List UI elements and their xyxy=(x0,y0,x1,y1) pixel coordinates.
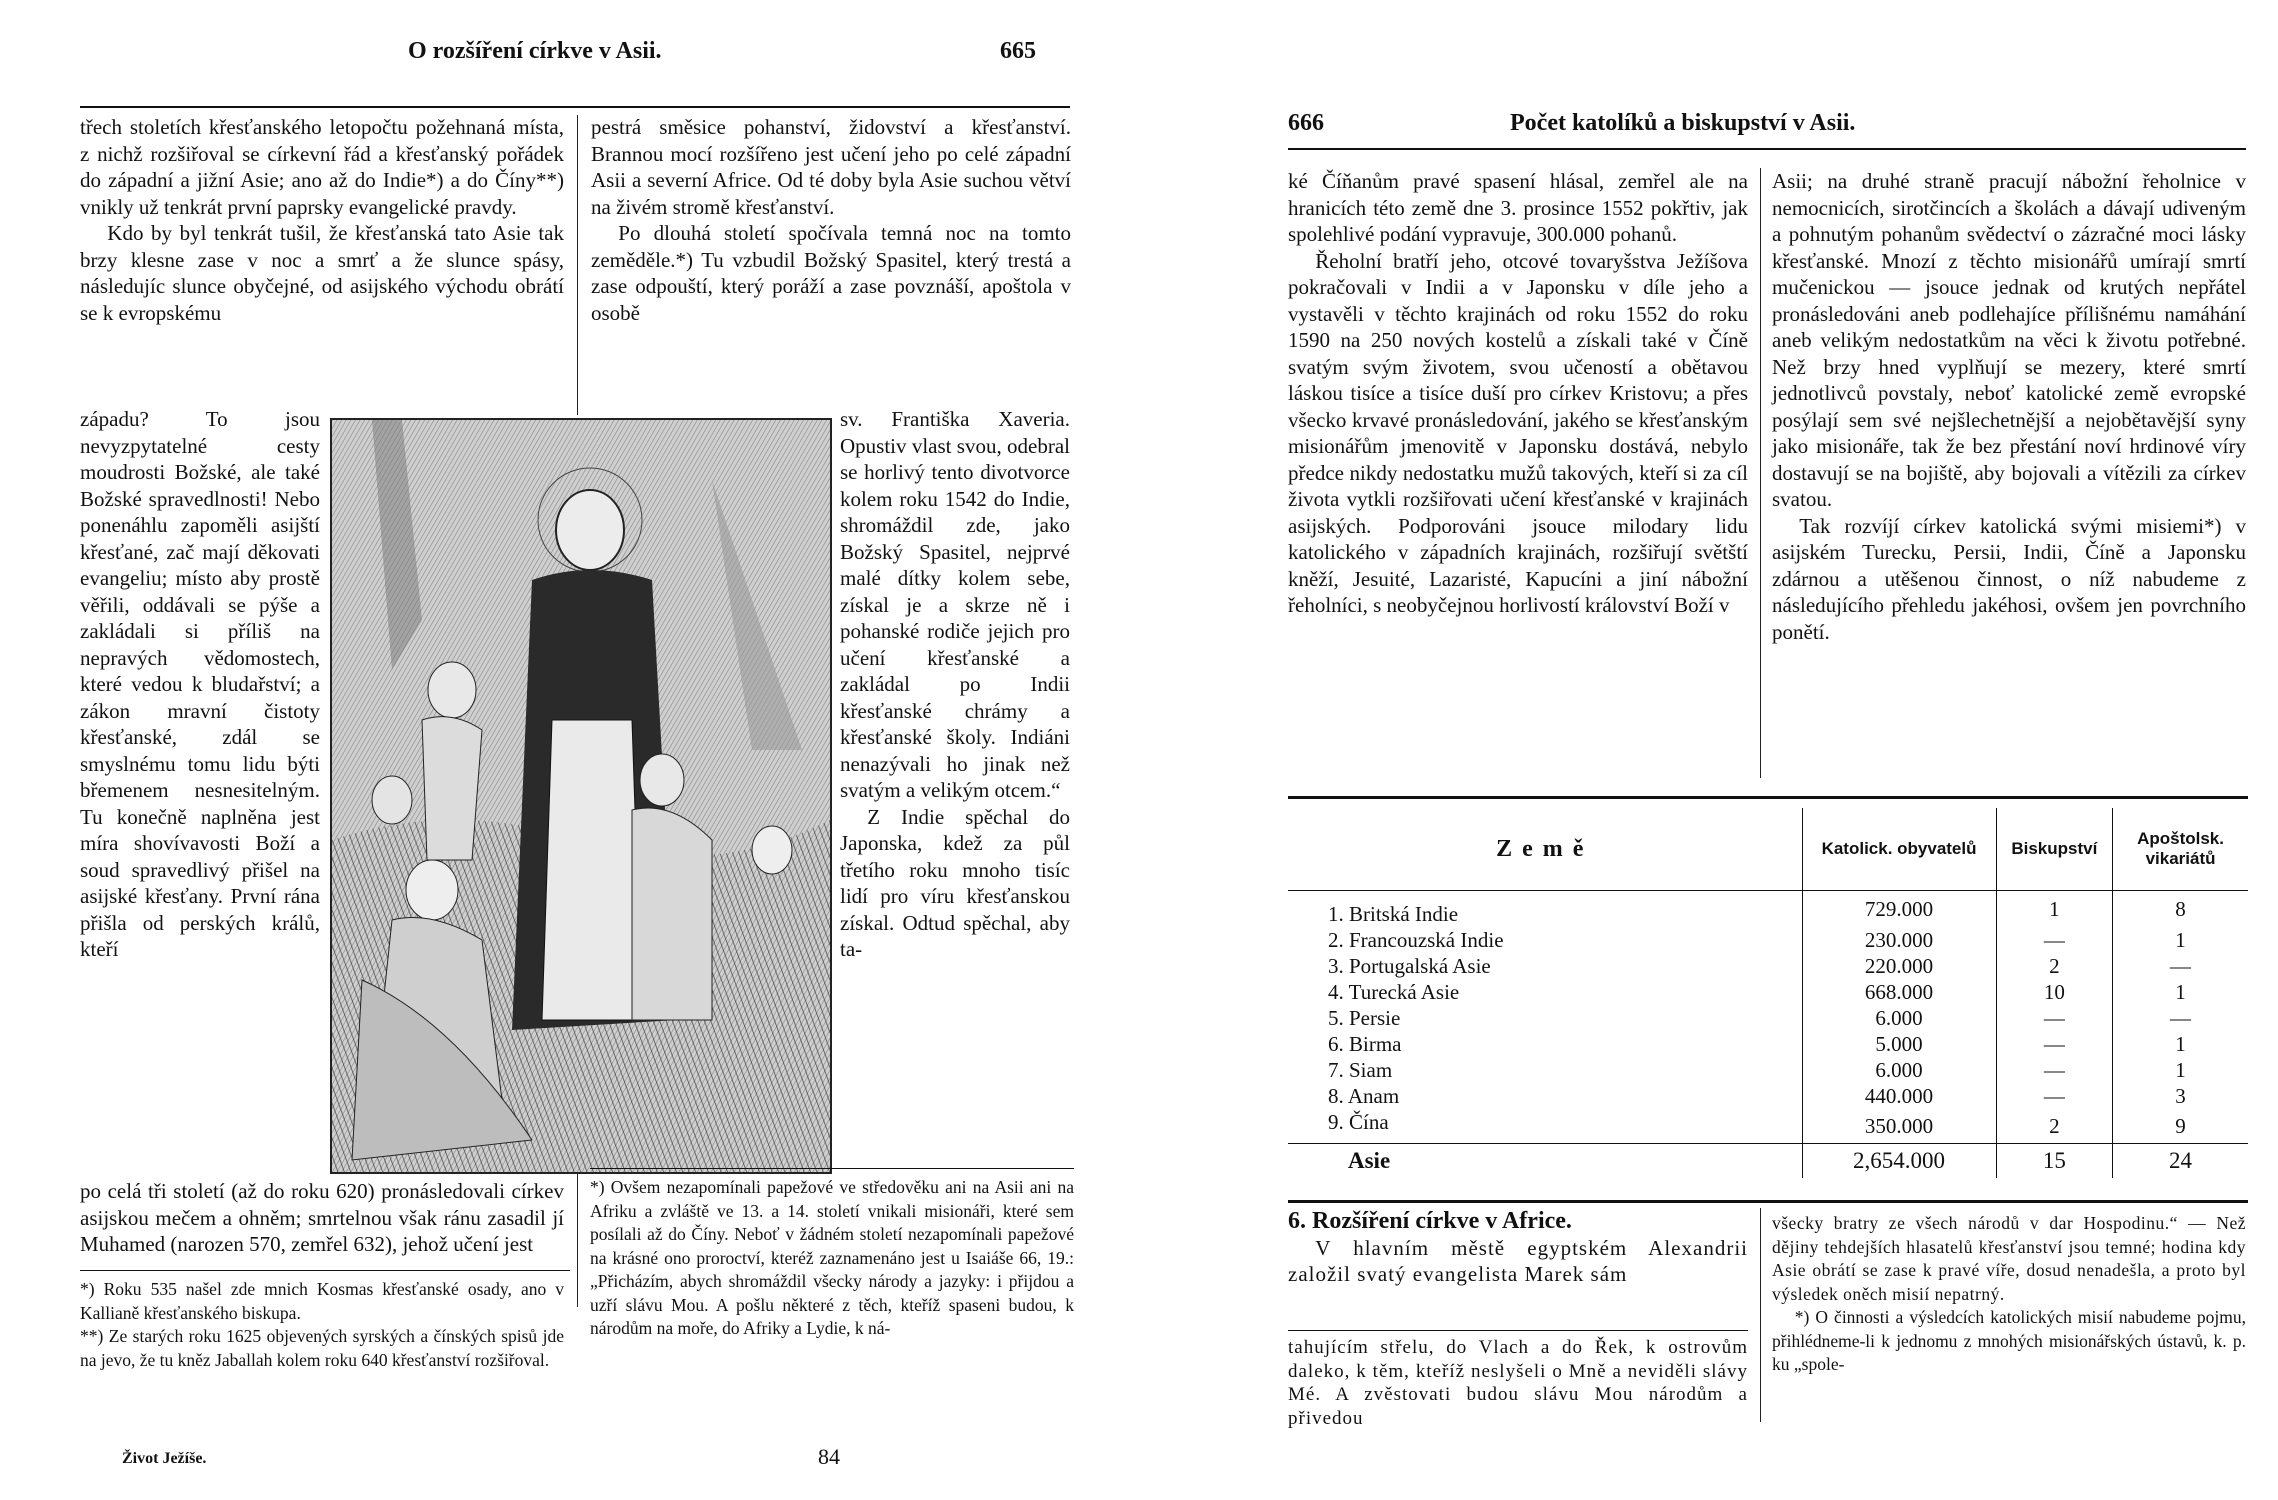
catholics-cell: 230.000 xyxy=(1802,927,1996,953)
right-col2-p1: Asii; na druhé straně pracují nábožní řeholnice v nemocnicích, sirotčincích a školách a dávají udiveným a pohnutým pohanům svědectví o zázračné moci lásky křesťanské. Mnozí z těchto misionářů umírají smrtí mučenickou — jsouce jednak od krutých nepřátel pronásledováni aneb podlehajíce přílišnému namáhání aneb velikým nedostatkům na věci k životu potřebné. Než brzy hned vyplňují se mezery, které smrtí jednotlivců povstaly, neboť katolické země evropské posýlají sem své nejšlechetnější a nejobětavější syny jako misionáře, tak že bez přestání noví hrdinové víry dostavují se na bojiště, aby bojovali a vítězili za církev svatou. xyxy=(1772,169,2246,511)
table-row xyxy=(1288,979,2248,1005)
left-col2-narrow xyxy=(840,406,1070,963)
bishoprics-cell: 2 xyxy=(1996,1109,2113,1144)
catholic-statistics-table xyxy=(1288,808,2248,1178)
catholics-cell: 6.000 xyxy=(1802,1057,1996,1083)
catholics-cell: 350.000 xyxy=(1802,1109,1996,1144)
left-column-divider xyxy=(577,115,578,415)
right-col2-p2: Tak rozvíjí církev katolická svými misiemi*) v asijském Turecku, Persii, Indii, Číně a Japonsku zdárnou a utěšenou činnost, o níž nabudeme z následujícího přehledu jakéhosi, ovšem jen povrchního ponětí. xyxy=(1772,513,2246,644)
africa-footnote-rule xyxy=(1288,1330,1748,1331)
bishoprics-cell: — xyxy=(1996,1083,2113,1109)
catholics-cell: 220.000 xyxy=(1802,953,1996,979)
left-column-divider-lower xyxy=(577,1170,578,1307)
table-bottom-rule xyxy=(1288,1200,2248,1203)
table-row xyxy=(1288,1031,2248,1057)
bishoprics-cell: 10 xyxy=(1996,979,2113,1005)
total-vicariates-cell: 24 xyxy=(2113,1144,2248,1179)
left-col2-top xyxy=(591,114,1071,326)
left-col2-p2: Po dlouhá století spočívala temná noc na tomto zeměděle.*) Tu vzbudil Božský Spasitel, který trestá a zase odpouští, který poráží a zase povznáší, apoštola v osobě xyxy=(591,221,1071,325)
right-page xyxy=(1160,0,2278,1500)
vicariates-cell: 9 xyxy=(2113,1109,2248,1144)
left-page xyxy=(0,0,1100,1500)
bishoprics-cell: 2 xyxy=(1996,953,2113,979)
col-header-bishoprics: Biskupství xyxy=(1996,808,2113,891)
left-col1-top xyxy=(80,114,564,326)
right-col1 xyxy=(1288,168,1748,619)
vicariates-cell: 1 xyxy=(2113,979,2248,1005)
bishoprics-cell: — xyxy=(1996,1031,2113,1057)
vicariates-cell: 1 xyxy=(2113,927,2248,953)
right-header-title: Počet katolíků a biskupství v Asii. xyxy=(1510,110,1856,136)
left-col2-narrow-p2: Z Indie spěchal do Japonska, kdež za půl třetího roku mnoho tisíc lidí pro víru křesťanskou získal. Odtud spěchal, aby ta- xyxy=(840,804,1070,961)
africa-section-heading: 6. Rozšíření církve v Africe. xyxy=(1288,1208,1572,1234)
country-cell: 4. Turecká Asie xyxy=(1328,980,1460,1004)
left-col2-p1: pestrá směsice pohanství, židovství a křesťanství. Brannou mocí rozšířeno jest učení jeho po celé západní Asii a severní Africe. Od té doby byla Asie suchou větví na živém stromě křesťanství. xyxy=(591,115,1071,219)
right-col1-p1: ké Číňanům pravé spasení hlásal, zemřel ale na hranicích této země dne 3. prosince 1552 pokřtiv, jak spolehlivé podání vypravuje, 300.000 pohanů. xyxy=(1288,169,1748,246)
country-cell: 9. Čína xyxy=(1328,1110,1389,1134)
right-lower-divider xyxy=(1760,1208,1761,1422)
left-col1-narrow: západu? To jsou nevyzpytatelné cesty moudrosti Božské, ale také Božské spravedlnosti! Nebo ponenáhlu zapoměli asijští křesťané, zač mají děkovati evangeliu; místo aby prostě věřili, oddávali se pýše a zakládali si příliš na nepravých vědomostech, které vedou k bludařství; a zákon mravní čistoty křesťanské, zdál se smyslnému tomu lidu býti břemenem nesnesitelným. Tu konečně naplněna jest míra shovívavosti Boží a soud spravedlivý přišel na asijské křesťany. První rána přišla od perských králů, kteří xyxy=(80,407,320,961)
right-column-divider xyxy=(1760,168,1761,778)
sheet-number: 84 xyxy=(818,1444,840,1469)
table-row xyxy=(1288,1083,2248,1109)
saint-francis-xavier-engraving xyxy=(330,418,832,1174)
country-cell: 3. Portugalská Asie xyxy=(1328,954,1491,978)
right-footnote: *) Ovšem nezapomínali papežové ve středověku ani na Asii ani na Afriku a zvláště ve 13. a 14. století vnikali misionáři, které sem posílali až do Číny. Neboť v žádném století nezapomínali papežové na krásné ono proroctví, kteréž zaznamenáno jest u Isaiáše 66, 19.: „Přicházím, abych shromáždil všecky národy a jazyky: i přijdou a uzří slávu Mou. A pošlu některé z těch, kteříž spaseni budou, k národům na moře, do Afriky a Lydie, k ná- xyxy=(590,1177,1074,1338)
table-row xyxy=(1288,1057,2248,1083)
africa-footnote-continuation: tahujícím střelu, do Vlach a do Řek, k ostrovům daleko, k těm, kteříž neslyšeli o Mně a neviděli slávy Mé. A zvěstovati budou slávu Mou národům a přivedou xyxy=(1288,1337,1748,1429)
country-cell: 5. Persie xyxy=(1328,1006,1401,1030)
left-header-title: O rozšíření církve v Asii. xyxy=(408,38,662,64)
catholics-cell: 5.000 xyxy=(1802,1031,1996,1057)
col-header-catholics: Katolick. obyvatelů xyxy=(1802,808,1996,891)
table-row xyxy=(1288,927,2248,953)
right-col2 xyxy=(1772,168,2246,645)
right-lower-footnotes xyxy=(1772,1212,2246,1377)
footnote-kosmas: *) Roku 535 našel zde mnich Kosmas křesťanské osady, ano v Kallianě křesťanského biskupa. xyxy=(80,1279,564,1323)
catholics-cell: 440.000 xyxy=(1802,1083,1996,1109)
table-row xyxy=(1288,1109,2248,1144)
right-lower-fn-p2: *) O činnosti a výsledcích katolických misií nabudeme pojmu, přihlédneme-li k jednomu z mnohých misionářských ústavů, k. p. ku „spole- xyxy=(1772,1307,2246,1374)
left-col2-narrow-p1: sv. Františka Xaveria. Opustiv vlast svou, odebral se horlivý tento divotvorce kolem roku 1542 do Indie, shromáždil zde, jako Božský Spasitel, nejprvé malé dítky kolem sebe, získal je a skrze ně i pohanské rodiče jejich pro učení křesťanské a zakládal po Indii křesťanské chrámy a křesťanské školy. Indiáni nenazývali ho jinak než svatým a velikým otcem.“ xyxy=(840,407,1070,802)
table-row xyxy=(1288,953,2248,979)
africa-section-p1: V hlavním městě egyptském Alexandrii založil svatý evangelista Marek sám xyxy=(1288,1235,1748,1286)
left-col1-bottom: po celá tři století (až do roku 620) pronásledovali církev asijskou mečem a ohněm; smrtelnou však ránu zasadil jí Muhamed (narozen 570, zemřel 632), jehož učení jest xyxy=(80,1179,564,1256)
left-footnotes xyxy=(80,1278,564,1372)
total-label-cell: Asie xyxy=(1288,1144,1802,1179)
country-cell: 6. Birma xyxy=(1328,1032,1402,1056)
table-total-row xyxy=(1288,1144,2248,1179)
table-row xyxy=(1288,1005,2248,1031)
right-footnote-rule xyxy=(590,1168,1074,1169)
footnote-jaballah: **) Ze starých roku 1625 objevených syrských a čínských spisů jde na jevo, že tu kněz Jaballah kolem roku 640 křesťanství rozšiřoval. xyxy=(80,1326,564,1370)
bishoprics-cell: — xyxy=(1996,1057,2113,1083)
col-header-country: Země xyxy=(1288,808,1802,891)
country-cell: 2. Francouzská Indie xyxy=(1328,928,1504,952)
vicariates-cell: 8 xyxy=(2113,891,2248,928)
catholics-cell: 729.000 xyxy=(1802,891,1996,928)
left-footnote-rule xyxy=(80,1270,570,1271)
total-catholics-cell: 2,654.000 xyxy=(1802,1144,1996,1179)
country-cell: 1. Britská Indie xyxy=(1328,902,1459,926)
col-header-vicariates: Apoštolsk. vikariátů xyxy=(2113,808,2248,891)
vicariates-cell: 1 xyxy=(2113,1031,2248,1057)
engraving-icon xyxy=(332,420,830,1172)
vicariates-cell: — xyxy=(2113,953,2248,979)
catholics-cell: 668.000 xyxy=(1802,979,1996,1005)
table-header-row xyxy=(1288,808,2248,891)
africa-section xyxy=(1288,1208,1748,1288)
total-bishoprics-cell: 15 xyxy=(1996,1144,2113,1179)
catholics-cell: 6.000 xyxy=(1802,1005,1996,1031)
left-header-rule xyxy=(80,106,1070,108)
right-col1-p2: Řeholní bratří jeho, otcové tovaryšstva Ježíšova pokračovali v Indii a v Japonsku v díle jeho a vystavěli v těchto krajinách od roku 1552 do roku 1590 na 250 nových kostelů a získali také v Číně svatým svým životem, svou učeností a obětavou láskou tisíce a tisíce duší pro církev Kristovu; a přes všecko krvavé pronásledování, jakého se křesťanským misionářům jmenovitě v Japonsku dostává, nebylo předce nikdy nedostatku mužů takových, kteří si za cíl života vytkli rozšiřovati učení křesťanské v krajinách asijských. Podporováni jsouce milodary lidu katolického v západních krajinách, rozšiřují světští kněží, Jesuité, Lazaristé, Kapucíni a jiní nábožní řeholníci, s neobyčejnou horlivostí království Boží v xyxy=(1288,248,1748,617)
table-row xyxy=(1288,891,2248,928)
bishoprics-cell: — xyxy=(1996,1005,2113,1031)
vicariates-cell: 3 xyxy=(2113,1083,2248,1109)
left-col1-p2: Kdo by byl tenkrát tušil, že křesťanská tato Asie tak brzy klesne zase v noc a smrť a že slunce spásy, následujíc slunce obyčejné, od asijského východu obrátí se k evropskému xyxy=(80,221,564,325)
signature-mark: Život Ježíše. xyxy=(122,1450,207,1467)
vicariates-cell: 1 xyxy=(2113,1057,2248,1083)
country-cell: 7. Siam xyxy=(1328,1058,1393,1082)
bishoprics-cell: 1 xyxy=(1996,891,2113,928)
right-page-number: 666 xyxy=(1288,110,1324,136)
table-top-rule xyxy=(1288,796,2248,799)
bishoprics-cell: — xyxy=(1996,927,2113,953)
vicariates-cell: — xyxy=(2113,1005,2248,1031)
right-header-rule xyxy=(1288,148,2246,150)
right-lower-fn-p1: všecky bratry ze všech národů v dar Hospodinu.“ — Než dějiny tehdejších hlasatelů křesťanství jsou temné; hodina kdy Asie obrátí se zase k pravé víře, dosud nenadešla, a proto byl výsledek oněch misií nepatrný. xyxy=(1772,1213,2246,1304)
left-page-number: 665 xyxy=(1000,38,1036,64)
left-col1-p1: třech stoletích křesťanského letopočtu požehnaná místa, z nichž rozšiřoval se církevní řád a křesťanský pořádek do západní a jižní Asie; ano až do Indie*) a do Číny**) vnikly už tenkrát první paprsky evangelické pravdy. xyxy=(80,115,564,219)
country-cell: 8. Anam xyxy=(1328,1084,1400,1108)
